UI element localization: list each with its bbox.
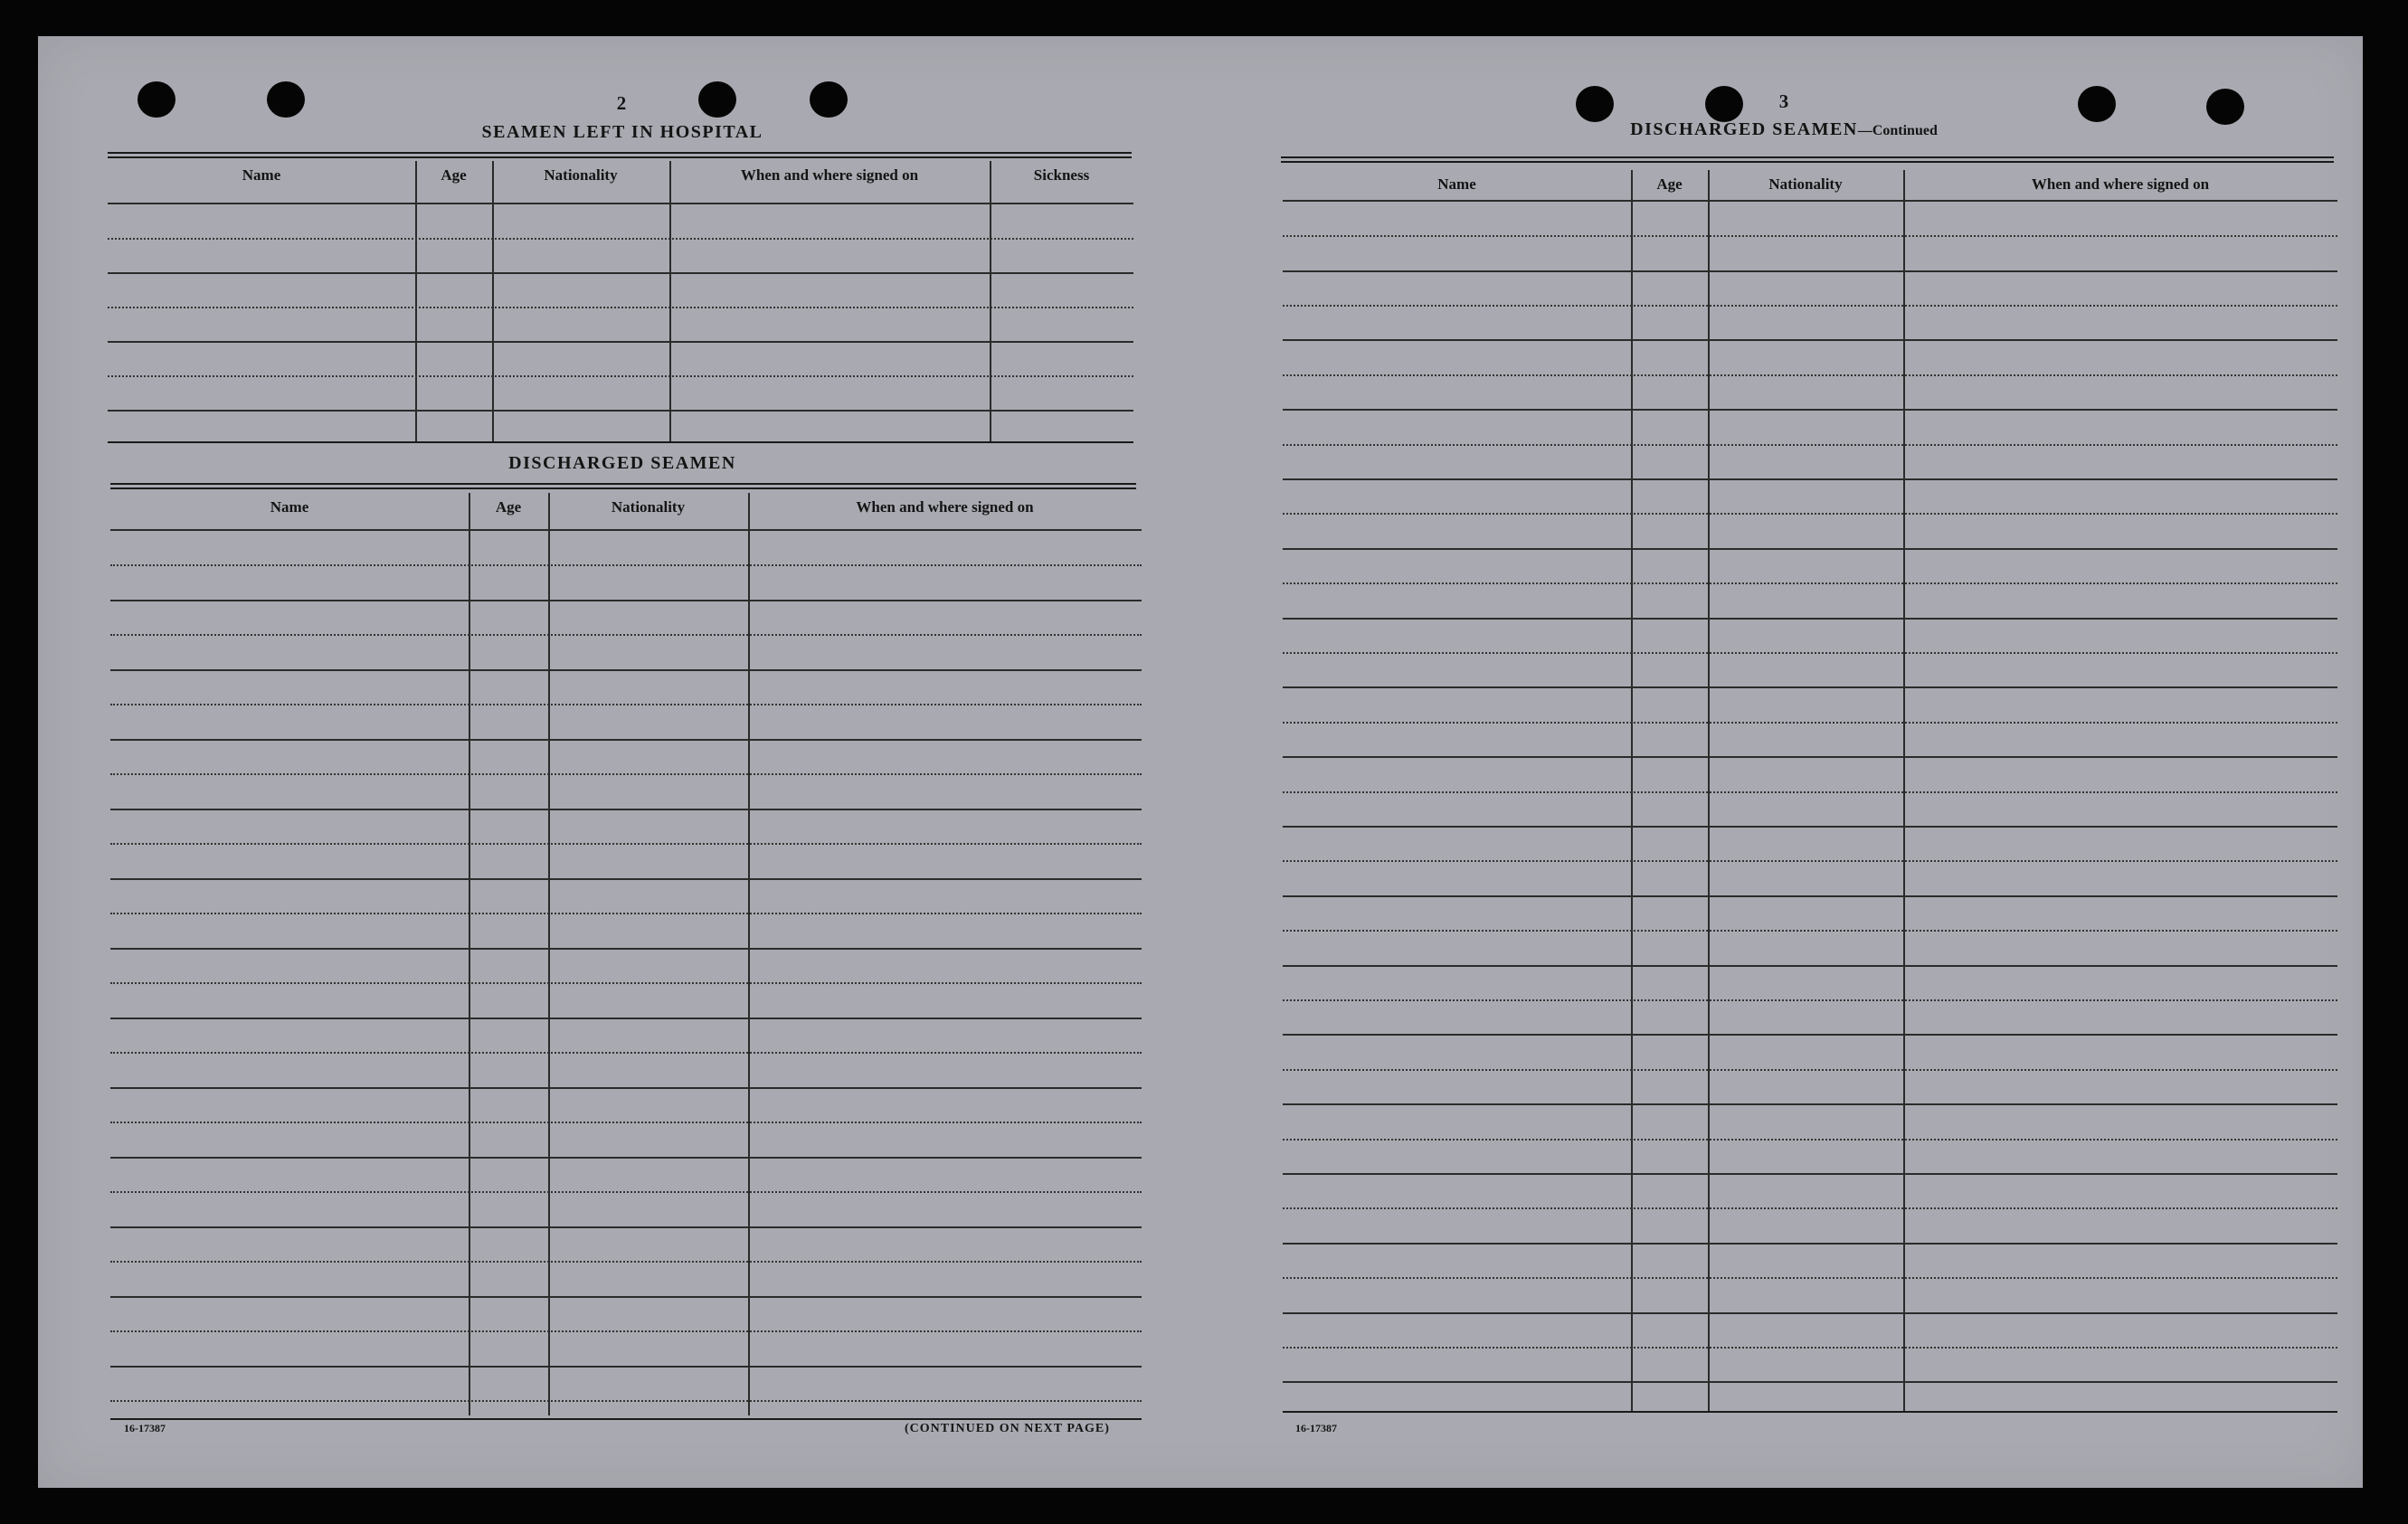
entry-row-line <box>1283 478 2337 480</box>
column-divider <box>469 493 470 1415</box>
page-number: 2 <box>616 92 627 114</box>
entry-row-line <box>1283 722 2337 724</box>
entry-row-line <box>110 809 1142 810</box>
punch-hole <box>2078 86 2116 122</box>
entry-row-line <box>1283 1277 2337 1279</box>
entry-row-line <box>110 1400 1142 1402</box>
entry-row-line <box>1283 999 2337 1001</box>
entry-row-line <box>1283 305 2337 307</box>
entry-row-line <box>1283 409 2337 411</box>
entry-row-line <box>108 238 1133 240</box>
entry-row-line <box>108 341 1133 343</box>
punch-hole <box>1705 86 1743 122</box>
entry-row-line <box>110 948 1142 950</box>
hospital-table <box>108 161 1133 441</box>
title-rule <box>1281 156 2334 163</box>
column-divider <box>548 493 550 1415</box>
entry-row-line <box>1283 1139 2337 1141</box>
title-rule <box>108 152 1132 158</box>
hospital-section-title: SEAMEN LEFT IN HOSPITAL <box>481 122 763 142</box>
entry-row-line <box>1283 1069 2337 1071</box>
header-rule <box>108 203 1133 204</box>
form-number: 16-17387 <box>1295 1422 1337 1434</box>
entry-row-line <box>110 1296 1142 1298</box>
entry-row-line <box>1283 756 2337 758</box>
entry-row-line <box>110 600 1142 601</box>
entry-row-line <box>110 1191 1142 1193</box>
punch-hole <box>267 81 305 118</box>
punch-hole <box>810 81 848 118</box>
entry-row-line <box>110 564 1142 566</box>
entry-row-line <box>1283 374 2337 376</box>
punch-hole <box>2206 89 2244 125</box>
entry-row-line <box>1283 1173 2337 1175</box>
column-header-age: Age <box>441 166 467 184</box>
punch-hole <box>698 81 736 118</box>
column-header-nationality: Nationality <box>1768 175 1843 193</box>
entry-row-line <box>110 669 1142 671</box>
entry-row-line <box>1283 1381 2337 1383</box>
entry-row-line <box>1283 582 2337 584</box>
punch-hole <box>1576 86 1614 122</box>
punch-hole <box>137 81 175 118</box>
column-header-age: Age <box>1656 175 1683 193</box>
column-header-when-and-where-signed-on: When and where signed on <box>856 498 1034 516</box>
header-rule <box>110 529 1142 531</box>
entry-row-line <box>110 913 1142 914</box>
title-rule <box>110 483 1136 489</box>
title-main: DISCHARGED SEAMEN <box>1630 119 1858 139</box>
entry-row-line <box>1283 895 2337 897</box>
column-header-age: Age <box>495 498 522 516</box>
entry-row-line <box>1283 1103 2337 1105</box>
header-rule <box>1283 200 2337 202</box>
discharged-continued-title <box>1630 119 1938 140</box>
entry-row-line <box>110 1366 1142 1368</box>
entry-row-line <box>108 375 1133 377</box>
title-suffix: —Continued <box>1857 123 1938 138</box>
entry-row-line <box>110 1261 1142 1263</box>
entry-row-line <box>1283 1207 2337 1209</box>
entry-row-line <box>108 272 1133 274</box>
bottom-rule <box>1283 1411 2337 1413</box>
column-header-sickness: Sickness <box>1033 166 1090 184</box>
entry-row-line <box>1283 686 2337 688</box>
entry-row-line <box>110 1122 1142 1123</box>
entry-row-line <box>108 410 1133 412</box>
form-sheet <box>38 36 2363 1488</box>
entry-row-line <box>1283 1347 2337 1349</box>
column-header-nationality: Nationality <box>611 498 686 516</box>
entry-row-line <box>110 704 1142 705</box>
discharged-section-title: DISCHARGED SEAMEN <box>508 453 736 473</box>
entry-row-line <box>1283 652 2337 654</box>
entry-row-line <box>1283 1243 2337 1245</box>
entry-row-line <box>1283 1312 2337 1314</box>
form-number: 16-17387 <box>124 1422 166 1434</box>
entry-row-line <box>1283 235 2337 237</box>
entry-row-line <box>1283 339 2337 341</box>
entry-row-line <box>110 1330 1142 1332</box>
entry-row-line <box>110 634 1142 636</box>
continuation-note: (CONTINUED ON NEXT PAGE) <box>905 1422 1110 1435</box>
entry-row-line <box>110 1157 1142 1159</box>
entry-row-line <box>1283 1034 2337 1036</box>
column-header-name: Name <box>242 166 281 184</box>
entry-row-line <box>1283 826 2337 828</box>
entry-row-line <box>110 773 1142 775</box>
discharged-continued-table <box>1283 170 2337 1411</box>
entry-row-line <box>110 1018 1142 1019</box>
entry-row-line <box>1283 548 2337 550</box>
entry-row-line <box>1283 860 2337 862</box>
bottom-rule <box>110 1418 1142 1420</box>
entry-row-line <box>1283 513 2337 515</box>
entry-row-line <box>1283 270 2337 272</box>
entry-row-line <box>110 982 1142 984</box>
column-header-when-and-where-signed-on: When and where signed on <box>740 166 919 184</box>
entry-row-line <box>110 1087 1142 1089</box>
page-number: 3 <box>1778 90 1789 112</box>
column-header-name: Name <box>1437 175 1476 193</box>
column-header-when-and-where-signed-on: When and where signed on <box>2031 175 2210 193</box>
column-header-nationality: Nationality <box>544 166 618 184</box>
entry-row-line <box>1283 965 2337 967</box>
entry-row-line <box>110 1226 1142 1228</box>
column-header-name: Name <box>270 498 309 516</box>
section-rule <box>108 441 1133 443</box>
discharged-table <box>110 493 1142 1415</box>
entry-row-line <box>110 1052 1142 1054</box>
entry-row-line <box>1283 618 2337 620</box>
entry-row-line <box>110 739 1142 741</box>
entry-row-line <box>1283 791 2337 793</box>
entry-row-line <box>108 307 1133 308</box>
column-divider <box>748 493 750 1415</box>
entry-row-line <box>110 878 1142 880</box>
entry-row-line <box>1283 444 2337 446</box>
entry-row-line <box>1283 930 2337 932</box>
entry-row-line <box>110 843 1142 845</box>
